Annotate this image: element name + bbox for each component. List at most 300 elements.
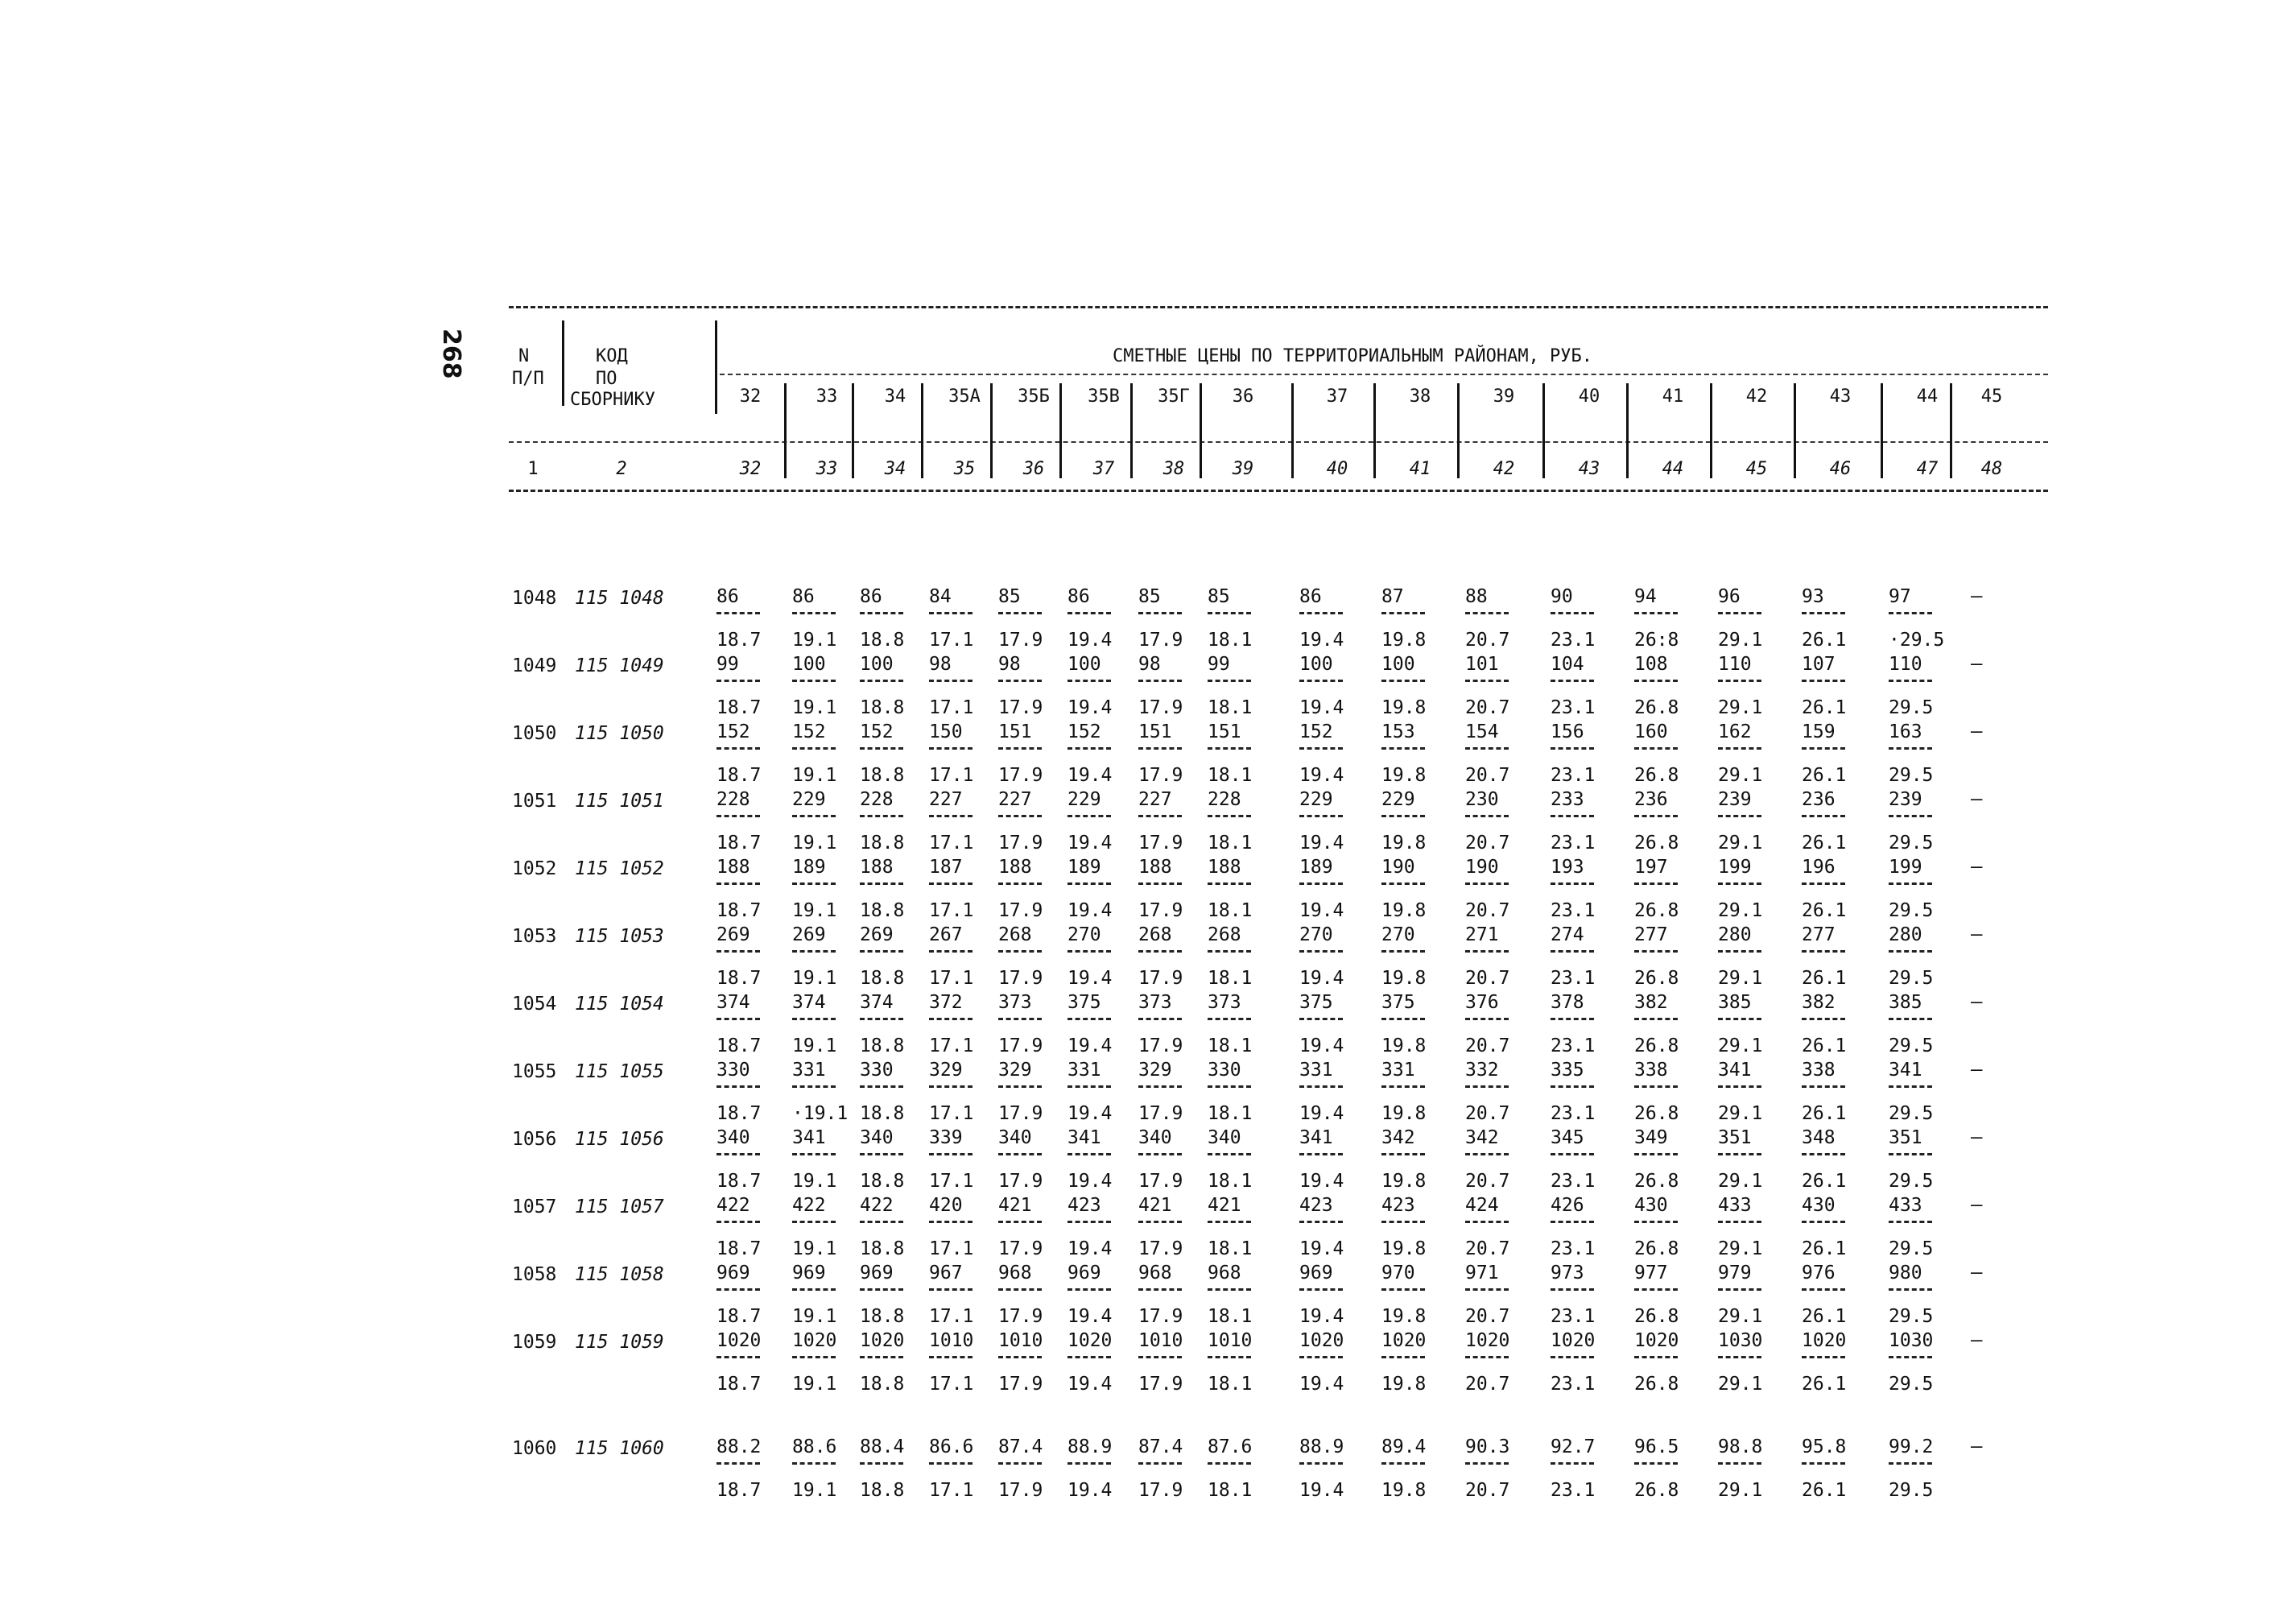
coefficient-cell: 17.9 [998, 1035, 1043, 1056]
coefficient-cell: 17.9 [1138, 630, 1183, 651]
price-cell: 98.8 [1718, 1436, 1763, 1457]
price-cell: 152 [1067, 721, 1101, 742]
coefficient-cell: 26.8 [1634, 900, 1679, 921]
fraction-bar [1551, 1221, 1594, 1223]
fraction-bar [1138, 815, 1182, 817]
price-cell: 86 [792, 586, 815, 607]
coefficient-cell: 26.1 [1802, 1035, 1847, 1056]
fraction-bar [998, 1462, 1042, 1465]
fraction-bar [1465, 1221, 1509, 1223]
column-number: 36 [1022, 459, 1045, 479]
fraction-bar [1381, 1153, 1425, 1155]
fraction-bar [1802, 882, 1845, 885]
price-cell: 88.9 [1299, 1436, 1344, 1457]
coefficient-cell: ·19.1 [792, 1103, 849, 1124]
row-number: 1051 [512, 791, 557, 812]
coefficient-cell: 18.1 [1208, 833, 1253, 854]
fraction-bar [1138, 1153, 1182, 1155]
fraction-bar [792, 1356, 836, 1358]
coefficient-cell: 26.1 [1802, 765, 1847, 786]
coefficient-cell: 17.9 [1138, 765, 1183, 786]
fraction-bar [1889, 612, 1932, 614]
coefficient-cell: 29.1 [1718, 1171, 1763, 1192]
price-cell: 338 [1802, 1060, 1836, 1081]
fraction-bar [1634, 1221, 1678, 1223]
coefficient-cell: 17.9 [998, 900, 1043, 921]
price-cell: 86 [1299, 586, 1322, 607]
price-cell: 100 [792, 654, 826, 675]
coefficient-cell: 20.7 [1465, 1171, 1510, 1192]
coefficient-cell: 19.4 [1299, 833, 1344, 854]
price-cell: 227 [929, 789, 963, 810]
region-code: 39 [1493, 386, 1515, 407]
row-code: 115 1057 [575, 1197, 664, 1217]
price-cell: 424 [1465, 1195, 1499, 1216]
coefficient-cell: 19.4 [1067, 697, 1113, 718]
price-cell: 151 [1208, 721, 1241, 742]
region-code: 42 [1745, 386, 1768, 407]
column-number: 35 [953, 459, 976, 479]
price-cell: 433 [1889, 1195, 1922, 1216]
price-cell: 229 [1381, 789, 1415, 810]
price-cell: 239 [1718, 789, 1752, 810]
coefficient-cell: 17.9 [1138, 1238, 1183, 1259]
fraction-bar [1802, 1462, 1845, 1465]
coefficient-cell: 23.1 [1551, 630, 1596, 651]
coefficient-cell: 18.1 [1208, 1171, 1253, 1192]
region-code: 35Г [1158, 386, 1190, 407]
coefficient-cell: 19.4 [1299, 630, 1344, 651]
col-divider [1626, 383, 1629, 478]
fraction-bar [1802, 1356, 1845, 1358]
coefficient-cell: 19.1 [792, 1238, 837, 1259]
fraction-bar [1067, 1085, 1111, 1088]
coefficient-cell: 19.1 [792, 1035, 837, 1056]
fraction-bar [1889, 1356, 1932, 1358]
fraction-bar [1208, 1288, 1251, 1291]
coefficient-cell: 18.8 [860, 630, 905, 651]
fraction-bar [1634, 815, 1678, 817]
coefficient-cell: 18.7 [716, 1374, 762, 1395]
fraction-bar [1067, 680, 1111, 682]
price-cell: 1030 [1718, 1330, 1763, 1351]
row-code: 115 1060 [575, 1438, 664, 1459]
fraction-bar [792, 612, 836, 614]
col-code-label: КОД [596, 346, 628, 366]
fraction-bar [1551, 1153, 1594, 1155]
fraction-bar [1208, 1462, 1251, 1465]
fraction-bar [1802, 680, 1845, 682]
coefficient-cell: 18.1 [1208, 1480, 1253, 1501]
price-cell: 1020 [792, 1330, 837, 1351]
price-cell: 382 [1634, 992, 1668, 1013]
coefficient-cell: 20.7 [1465, 1035, 1510, 1056]
fraction-bar [1381, 1462, 1425, 1465]
fraction-bar [860, 1085, 903, 1088]
fraction-bar [792, 1153, 836, 1155]
region-code: 45 [1980, 386, 2003, 407]
fraction-bar [998, 815, 1042, 817]
coefficient-cell: 18.8 [860, 968, 905, 989]
fraction-bar [1718, 1221, 1761, 1223]
row-end-mark: – [1971, 1058, 1983, 1081]
fraction-bar [860, 1018, 903, 1020]
fraction-bar [1138, 950, 1182, 953]
price-cell: 236 [1802, 789, 1836, 810]
price-cell: 189 [792, 857, 826, 878]
coefficient-cell: 20.7 [1465, 765, 1510, 786]
fraction-bar [998, 680, 1042, 682]
row-code: 115 1050 [575, 723, 664, 744]
row-end-mark: – [1971, 1126, 1983, 1148]
price-cell: 1020 [860, 1330, 905, 1351]
fraction-bar [929, 1221, 972, 1223]
coefficient-cell: 17.9 [1138, 1035, 1183, 1056]
fraction-bar [1634, 1288, 1678, 1291]
price-cell: 233 [1551, 789, 1584, 810]
coefficient-cell: 19.1 [792, 900, 837, 921]
column-number: 34 [884, 459, 906, 479]
coefficient-cell: 19.4 [1299, 1374, 1344, 1395]
price-cell: 979 [1718, 1263, 1752, 1283]
price-cell: 100 [1381, 654, 1415, 675]
col-n-label: N [518, 346, 530, 366]
price-cell: 421 [1208, 1195, 1241, 1216]
fraction-bar [1634, 680, 1678, 682]
coefficient-cell: 29.5 [1889, 765, 1934, 786]
row-end-mark: – [1971, 585, 1983, 607]
price-cell: 329 [929, 1060, 963, 1081]
coefficient-cell: 29.1 [1718, 697, 1763, 718]
coefficient-cell: 17.9 [998, 1103, 1043, 1124]
fraction-bar [716, 680, 760, 682]
column-number: 38 [1162, 459, 1185, 479]
coefficient-cell: 23.1 [1551, 1374, 1596, 1395]
price-cell: 374 [716, 992, 750, 1013]
coefficient-cell: 29.5 [1889, 1374, 1934, 1395]
coefficient-cell: 19.1 [792, 630, 837, 651]
price-cell: 430 [1634, 1195, 1668, 1216]
price-cell: 423 [1299, 1195, 1333, 1216]
price-cell: 331 [1067, 1060, 1101, 1081]
coefficient-cell: 29.1 [1718, 1103, 1763, 1124]
fraction-bar [1381, 1221, 1425, 1223]
fraction-bar [1299, 680, 1343, 682]
fraction-bar [1299, 1085, 1343, 1088]
price-cell: 99 [1208, 654, 1230, 675]
col-divider [1794, 383, 1796, 478]
price-cell: 375 [1067, 992, 1101, 1013]
coefficient-cell: 29.1 [1718, 833, 1763, 854]
coefficient-cell: 29.5 [1889, 1480, 1934, 1501]
price-cell: 330 [860, 1060, 894, 1081]
coefficient-cell: 26.1 [1802, 697, 1847, 718]
price-cell: 187 [929, 857, 963, 878]
coefficient-cell: 20.7 [1465, 1480, 1510, 1501]
fraction-bar [1889, 1288, 1932, 1291]
price-cell: 87.4 [1138, 1436, 1183, 1457]
fraction-bar [1551, 1288, 1594, 1291]
fraction-bar [792, 747, 836, 750]
coefficient-cell: 29.1 [1718, 900, 1763, 921]
price-cell: 277 [1802, 924, 1836, 945]
coefficient-cell: 29.1 [1718, 1238, 1763, 1259]
coefficient-cell: 20.7 [1465, 1103, 1510, 1124]
price-cell: 269 [792, 924, 826, 945]
price-cell: 93 [1802, 586, 1824, 607]
price-cell: 341 [792, 1127, 826, 1148]
price-cell: 1020 [1465, 1330, 1510, 1351]
coefficient-cell: 19.8 [1381, 900, 1427, 921]
coefficient-cell: 19.8 [1381, 1480, 1427, 1501]
price-cell: 101 [1465, 654, 1499, 675]
region-code: 44 [1916, 386, 1939, 407]
fraction-bar [1067, 1356, 1111, 1358]
coefficient-cell: 19.4 [1067, 1103, 1113, 1124]
coefficient-cell: 18.1 [1208, 1238, 1253, 1259]
fraction-bar [929, 950, 972, 953]
coefficient-cell: 26.1 [1802, 1480, 1847, 1501]
price-cell: 345 [1551, 1127, 1584, 1148]
coefficient-cell: 23.1 [1551, 900, 1596, 921]
fraction-bar [1299, 882, 1343, 885]
fraction-bar [1718, 1153, 1761, 1155]
price-cell: 88 [1465, 586, 1488, 607]
coefficient-cell: 18.7 [716, 1238, 762, 1259]
coefficient-cell: 19.8 [1381, 697, 1427, 718]
fraction-bar [860, 1153, 903, 1155]
fraction-bar [929, 747, 972, 750]
row-number: 1052 [512, 858, 557, 879]
coefficient-cell: 26.8 [1634, 1171, 1679, 1192]
row-end-mark: – [1971, 923, 1983, 945]
column-number: 41 [1409, 459, 1431, 479]
column-number: 39 [1232, 459, 1254, 479]
price-cell: 340 [998, 1127, 1032, 1148]
coefficient-cell: 26.1 [1802, 630, 1847, 651]
price-cell: 968 [1138, 1263, 1172, 1283]
fraction-bar [1138, 1221, 1182, 1223]
price-cell: 98 [998, 654, 1021, 675]
coefficient-cell: 19.4 [1067, 765, 1113, 786]
price-cell: 228 [716, 789, 750, 810]
price-cell: 193 [1551, 857, 1584, 878]
fraction-bar [716, 1085, 760, 1088]
price-cell: 331 [1381, 1060, 1415, 1081]
fraction-bar [1067, 882, 1111, 885]
fraction-bar [1634, 1085, 1678, 1088]
price-cell: 433 [1718, 1195, 1752, 1216]
coefficient-cell: 29.5 [1889, 968, 1934, 989]
price-cell: 104 [1551, 654, 1584, 675]
coefficient-cell: 29.5 [1889, 1238, 1934, 1259]
fraction-bar [792, 1018, 836, 1020]
coefficient-cell: 17.1 [929, 1035, 974, 1056]
price-cell: 420 [929, 1195, 963, 1216]
fraction-bar [1138, 1288, 1182, 1291]
fraction-bar [716, 1288, 760, 1291]
fraction-bar [1208, 1221, 1251, 1223]
coefficient-cell: 18.1 [1208, 900, 1253, 921]
coefficient-cell: 20.7 [1465, 697, 1510, 718]
coefficient-cell: 29.5 [1889, 900, 1934, 921]
col-divider [1457, 383, 1460, 478]
fraction-bar [1067, 1221, 1111, 1223]
coefficient-cell: 18.1 [1208, 968, 1253, 989]
price-cell: 1030 [1889, 1330, 1934, 1351]
fraction-bar [1465, 882, 1509, 885]
region-code: 40 [1578, 386, 1600, 407]
price-cell: 153 [1381, 721, 1415, 742]
price-cell: 351 [1718, 1127, 1752, 1148]
fraction-bar [1138, 882, 1182, 885]
fraction-bar [1634, 1462, 1678, 1465]
fraction-bar [1381, 815, 1425, 817]
row-end-mark: – [1971, 855, 1983, 878]
coefficient-cell: 17.9 [998, 1306, 1043, 1327]
column-number: 43 [1578, 459, 1600, 479]
price-cell: 269 [716, 924, 750, 945]
coefficient-cell: 19.4 [1067, 1480, 1113, 1501]
coefficient-cell: 23.1 [1551, 833, 1596, 854]
coefficient-cell: 19.4 [1299, 900, 1344, 921]
coefficient-cell: 18.7 [716, 1306, 762, 1327]
price-cell: 229 [792, 789, 826, 810]
col-code-label-2: ПО [596, 369, 617, 389]
region-code: 35А [948, 386, 981, 407]
fraction-bar [1802, 1153, 1845, 1155]
fraction-bar [1889, 950, 1932, 953]
coefficient-cell: 29.5 [1889, 1306, 1934, 1327]
price-cell: 340 [1208, 1127, 1241, 1148]
fraction-bar [1551, 1018, 1594, 1020]
fraction-bar [1299, 1462, 1343, 1465]
col-divider [1881, 383, 1883, 478]
fraction-bar [860, 612, 903, 614]
col-divider [1373, 383, 1376, 478]
price-cell: 152 [792, 721, 826, 742]
fraction-bar [929, 1085, 972, 1088]
fraction-bar [1465, 612, 1509, 614]
fraction-bar [1299, 1221, 1343, 1223]
coefficient-cell: 19.1 [792, 1306, 837, 1327]
column-number: 44 [1662, 459, 1684, 479]
colnum-2: 2 [616, 459, 627, 479]
fraction-bar [1299, 747, 1343, 750]
region-code: 35В [1088, 386, 1120, 407]
row-code: 115 1048 [575, 588, 664, 609]
price-cell: 160 [1634, 721, 1668, 742]
fraction-bar [1802, 1018, 1845, 1020]
price-cell: 99.2 [1889, 1436, 1934, 1457]
fraction-bar [929, 815, 972, 817]
price-cell: 423 [1067, 1195, 1101, 1216]
fraction-bar [792, 815, 836, 817]
price-cell: 151 [1138, 721, 1172, 742]
column-number: 48 [1980, 459, 2003, 479]
coefficient-cell: 18.1 [1208, 697, 1253, 718]
price-cell: 107 [1802, 654, 1836, 675]
coefficient-cell: 17.1 [929, 1238, 974, 1259]
coefficient-cell: 19.4 [1067, 833, 1113, 854]
price-cell: 268 [998, 924, 1032, 945]
coefficient-cell: 19.8 [1381, 1035, 1427, 1056]
fraction-bar [998, 747, 1042, 750]
coefficient-cell: 17.9 [998, 630, 1043, 651]
fraction-bar [1465, 1153, 1509, 1155]
fraction-bar [716, 882, 760, 885]
coefficient-cell: 20.7 [1465, 1374, 1510, 1395]
row-code: 115 1055 [575, 1061, 664, 1082]
row-number: 1048 [512, 588, 557, 609]
coefficient-cell: 19.4 [1067, 1035, 1113, 1056]
coefficient-cell: 18.1 [1208, 630, 1253, 651]
coefficient-cell: 18.8 [860, 1238, 905, 1259]
coefficient-cell: 26.1 [1802, 968, 1847, 989]
coefficient-cell: 18.1 [1208, 765, 1253, 786]
price-cell: 99 [716, 654, 739, 675]
header-top-rule [509, 306, 2048, 308]
column-number: 46 [1829, 459, 1852, 479]
coefficient-cell: 18.7 [716, 765, 762, 786]
price-cell: 375 [1299, 992, 1333, 1013]
coefficient-cell: 17.1 [929, 1171, 974, 1192]
fraction-bar [1208, 680, 1251, 682]
price-cell: 1010 [929, 1330, 974, 1351]
price-cell: 341 [1299, 1127, 1333, 1148]
fraction-bar [998, 1221, 1042, 1223]
fraction-bar [860, 815, 903, 817]
coefficient-cell: 23.1 [1551, 697, 1596, 718]
fraction-bar [1718, 1288, 1761, 1291]
region-code: 37 [1326, 386, 1348, 407]
coefficient-cell: 18.1 [1208, 1035, 1253, 1056]
coefficient-cell: 17.1 [929, 1306, 974, 1327]
price-cell: 969 [792, 1263, 826, 1283]
price-cell: 100 [1067, 654, 1101, 675]
fraction-bar [1551, 882, 1594, 885]
price-cell: 196 [1802, 857, 1836, 878]
price-cell: 86.6 [929, 1436, 974, 1457]
coefficient-cell: 26.8 [1634, 1374, 1679, 1395]
price-cell: 973 [1551, 1263, 1584, 1283]
price-cell: 228 [860, 789, 894, 810]
coefficient-cell: 29.5 [1889, 1035, 1934, 1056]
coefficient-cell: 20.7 [1465, 1238, 1510, 1259]
coefficient-cell: 17.1 [929, 833, 974, 854]
price-cell: 329 [1138, 1060, 1172, 1081]
price-cell: 156 [1551, 721, 1584, 742]
fraction-bar [1208, 1356, 1251, 1358]
fraction-bar [1718, 747, 1761, 750]
fraction-bar [929, 882, 972, 885]
fraction-bar [1889, 1153, 1932, 1155]
coefficient-cell: 17.1 [929, 1103, 974, 1124]
price-cell: 199 [1889, 857, 1922, 878]
fraction-bar [860, 747, 903, 750]
fraction-bar [1138, 1085, 1182, 1088]
fraction-bar [1551, 1356, 1594, 1358]
row-code: 115 1054 [575, 994, 664, 1015]
price-cell: 110 [1718, 654, 1752, 675]
coefficient-cell: 17.9 [1138, 1374, 1183, 1395]
fraction-bar [1634, 882, 1678, 885]
price-cell: 351 [1889, 1127, 1922, 1148]
price-cell: 329 [998, 1060, 1032, 1081]
coefficient-cell: 26.1 [1802, 1171, 1847, 1192]
coefficient-cell: 17.1 [929, 968, 974, 989]
price-cell: 967 [929, 1263, 963, 1283]
